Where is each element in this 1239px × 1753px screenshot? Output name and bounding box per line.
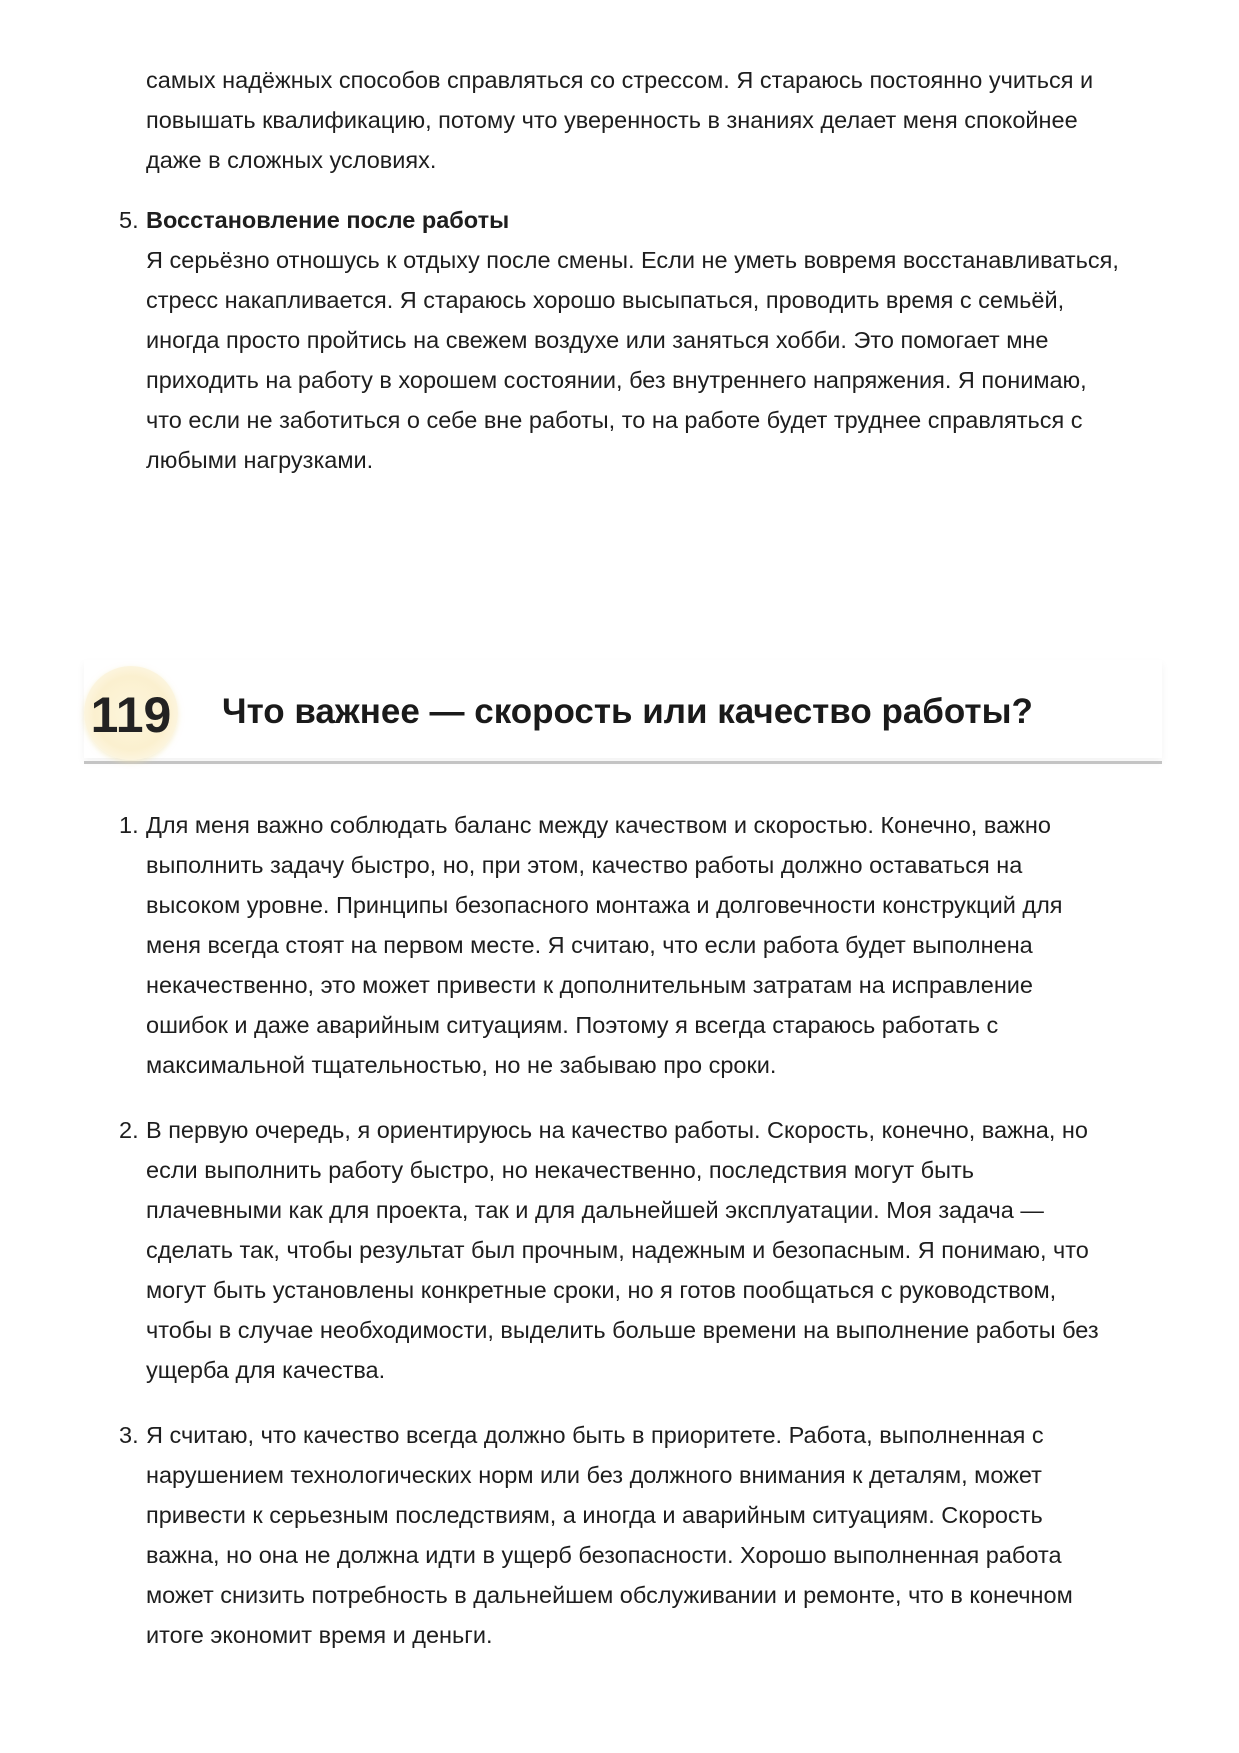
- list-item-line: ошибок и даже аварийным ситуациям. Поэтому я всегда стараюсь работать с: [146, 1012, 999, 1038]
- list-item-line: иногда просто пройтись на свежем воздухе или заняться хобби. Это помогает мне: [146, 327, 1049, 353]
- list-number: 3.: [119, 1422, 139, 1448]
- list-item: [84, 1415, 1164, 1655]
- list-item-line: Для меня важно соблюдать баланс между качеством и скоростью. Конечно, важно: [146, 812, 1051, 838]
- list-item: [84, 1110, 1164, 1390]
- question-number-badge: [84, 666, 178, 760]
- list-item-line: плачевными как для проекта, так и для дальнейшей эксплуатации. Моя задача —: [146, 1197, 1044, 1223]
- list-item-line: если выполнить работу быстро, но некачественно, последствия могут быть: [146, 1157, 974, 1183]
- list-item-line: сделать так, чтобы результат был прочным, надежным и безопасным. Я понимаю, что: [146, 1237, 1089, 1263]
- list-item-continuation: [84, 60, 1164, 180]
- list-item-line: стресс накапливается. Я стараюсь хорошо высыпаться, проводить время с семьёй,: [146, 287, 1065, 313]
- question-number: 119: [90, 687, 172, 743]
- list-item-line: может снизить потребность в дальнейшем обслуживании и ремонте, что в конечном: [146, 1582, 1073, 1608]
- list-item-line: любыми нагрузками.: [146, 447, 374, 473]
- answers-list: [84, 805, 1164, 1680]
- list-item-line: итоге экономит время и деньги.: [146, 1622, 493, 1648]
- list-item-heading: Восстановление после работы: [146, 207, 510, 233]
- list-item-line: нарушением технологических норм или без должного внимания к деталям, может: [146, 1462, 1042, 1488]
- list-item-line: приходить на работу в хорошем состоянии, без внутреннего напряжения. Я понимаю,: [146, 367, 1087, 393]
- list-item-line: максимальной тщательностью, но не забываю про сроки.: [146, 1052, 777, 1078]
- section-divider: [84, 761, 1162, 764]
- continuation-line: повышать квалификацию, потому что уверенность в знаниях делает меня спокойнее: [146, 107, 1078, 133]
- list-item-line: что если не заботиться о себе вне работы, то на работе будет труднее справляться с: [146, 407, 1083, 433]
- continuation-line: даже в сложных условиях.: [146, 147, 437, 173]
- continuation-line: самых надёжных способов справляться со стрессом. Я стараюсь постоянно учиться и: [146, 67, 1094, 93]
- list-item-line: некачественно, это может привести к дополнительным затратам на исправление: [146, 972, 1033, 998]
- list-item-line: чтобы в случае необходимости, выделить больше времени на выполнение работы без: [146, 1317, 1099, 1343]
- list-number: 1.: [119, 812, 139, 838]
- section-title: Что важнее — скорость или качество работы?: [222, 692, 1033, 731]
- list-number: 2.: [119, 1117, 139, 1143]
- list-item: [84, 805, 1164, 1085]
- list-item-recovery: [84, 200, 1164, 480]
- list-item-line: В первую очередь, я ориентируюсь на качество работы. Скорость, конечно, важна, но: [146, 1117, 1088, 1143]
- list-item-line: привести к серьезным последствиям, а иногда и аварийным ситуациям. Скорость: [146, 1502, 1043, 1528]
- previous-answers: [84, 60, 1164, 480]
- list-item-line: могут быть установлены конкретные сроки, но я готов пообщаться с руководством,: [146, 1277, 1057, 1303]
- list-item-line: меня всегда стоят на первом месте. Я считаю, что если работа будет выполнена: [146, 932, 1033, 958]
- section-header: [84, 660, 1162, 760]
- list-item-line: Я считаю, что качество всегда должно быть в приоритете. Работа, выполненная с: [146, 1422, 1044, 1448]
- list-item-line: ущерба для качества.: [146, 1357, 386, 1383]
- list-number: 5.: [119, 207, 139, 233]
- list-item-line: Я серьёзно отношусь к отдыху после смены. Если не уметь вовремя восстанавливаться,: [146, 247, 1119, 273]
- list-item-line: важна, но она не должна идти в ущерб безопасности. Хорошо выполненная работа: [146, 1542, 1062, 1568]
- list-item-line: высоком уровне. Принципы безопасного монтажа и долговечности конструкций для: [146, 892, 1063, 918]
- list-item-line: выполнить задачу быстро, но, при этом, качество работы должно оставаться на: [146, 852, 1023, 878]
